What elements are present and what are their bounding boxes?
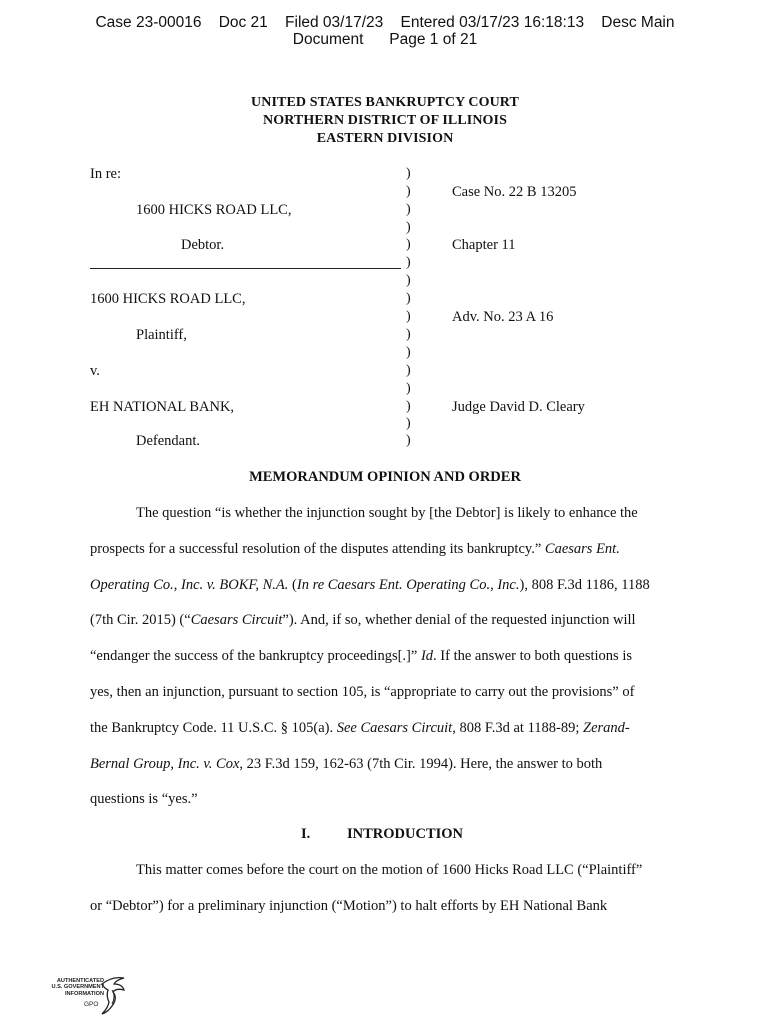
court-district: NORTHERN DISTRICT OF ILLINOIS	[263, 113, 507, 128]
caption-paren: )	[406, 255, 411, 270]
caption-judge: Judge David D. Cleary	[452, 399, 585, 415]
caption-paren: )	[406, 381, 411, 396]
caption-paren: )	[406, 237, 411, 252]
caption-paren: )	[406, 399, 411, 414]
caption-paren: )	[406, 166, 411, 181]
section-number: I.	[301, 826, 311, 842]
ecf-header-line-2: Document Page 1 of 21	[292, 31, 478, 48]
court-division: EASTERN DIVISION	[316, 131, 454, 146]
seal-text	[44, 978, 104, 997]
body-line: “endanger the success of the bankruptcy proceedings[.]” Id. If the answer to both questions is	[90, 648, 632, 664]
body-line: questions is “yes.”	[90, 791, 198, 807]
caption-paren: )	[406, 202, 411, 217]
body-line: or “Debtor”) for a preliminary injunction (“Motion”) to halt efforts by EH National Bank	[90, 898, 608, 914]
body-line: This matter comes before the court on the motion of 1600 Hicks Road LLC (“Plaintiff”	[136, 862, 643, 878]
caption-debtor-name: 1600 HICKS ROAD LLC,	[136, 202, 292, 218]
document-title: MEMORANDUM OPINION AND ORDER	[249, 469, 521, 485]
caption-paren: )	[406, 309, 411, 324]
caption-paren: )	[406, 363, 411, 378]
body-line: yes, then an injunction, pursuant to section 105, is “appropriate to carry out the provisions” of	[90, 684, 635, 700]
body-line: Bernal Group, Inc. v. Cox, 23 F.3d 159, 162-63 (7th Cir. 1994). Here, the answer to both	[90, 756, 603, 772]
caption-paren: )	[406, 345, 411, 360]
caption-debtor-label: Debtor.	[181, 237, 225, 253]
caption-paren: )	[406, 291, 411, 306]
caption-versus: v.	[90, 363, 100, 379]
caption-divider	[90, 268, 401, 269]
caption-plaintiff-label: Plaintiff,	[136, 327, 187, 343]
caption-paren: )	[406, 327, 411, 342]
caption-paren: )	[406, 416, 411, 431]
caption-case-no: Case No. 22 B 13205	[452, 184, 577, 200]
seal-line: AUTHENTICATED	[56, 978, 104, 984]
caption-in-re: In re:	[90, 166, 121, 182]
caption-paren: )	[406, 273, 411, 288]
ecf-header-line-1: Case 23-00016 Doc 21 Filed 03/17/23 Entered 03/17/23 16:18:13 Desc Main	[95, 14, 675, 31]
seal-line: U.S. GOVERNMENT	[51, 984, 104, 991]
court-name: UNITED STATES BANKRUPTCY COURT	[251, 95, 519, 110]
caption-paren: )	[406, 184, 411, 199]
caption-defendant-label: Defendant.	[136, 433, 201, 449]
body-line: Operating Co., Inc. v. BOKF, N.A. (In re Caesars Ent. Operating Co., Inc.), 808 F.3d 1186, 1188	[90, 577, 650, 593]
caption-paren: )	[406, 220, 411, 235]
section-title: INTRODUCTION	[347, 826, 464, 842]
gpo-authentication-seal	[44, 972, 130, 1018]
seal-gpo: GPO	[84, 1001, 99, 1008]
body-line: (7th Cir. 2015) (“Caesars Circuit”). And, if so, whether denial of the requested injunction will	[90, 612, 636, 628]
caption-plaintiff-name: 1600 HICKS ROAD LLC,	[90, 291, 246, 307]
caption-defendant-name: EH NATIONAL BANK,	[90, 399, 235, 415]
eagle-icon	[100, 974, 128, 1016]
caption-paren: )	[406, 433, 411, 448]
body-line: the Bankruptcy Code. 11 U.S.C. § 105(a). See Caesars Circuit, 808 F.3d at 1188-89; Zerand-	[90, 720, 630, 736]
body-line: The question “is whether the injunction sought by [the Debtor] is likely to enhance the	[136, 505, 638, 521]
seal-line: INFORMATION	[64, 990, 104, 997]
caption-adv-no: Adv. No. 23 A 16	[452, 309, 554, 325]
body-line: prospects for a successful resolution of the disputes attending its bankruptcy.” Caesars Ent.	[90, 541, 620, 557]
caption-chapter: Chapter 11	[452, 237, 516, 253]
